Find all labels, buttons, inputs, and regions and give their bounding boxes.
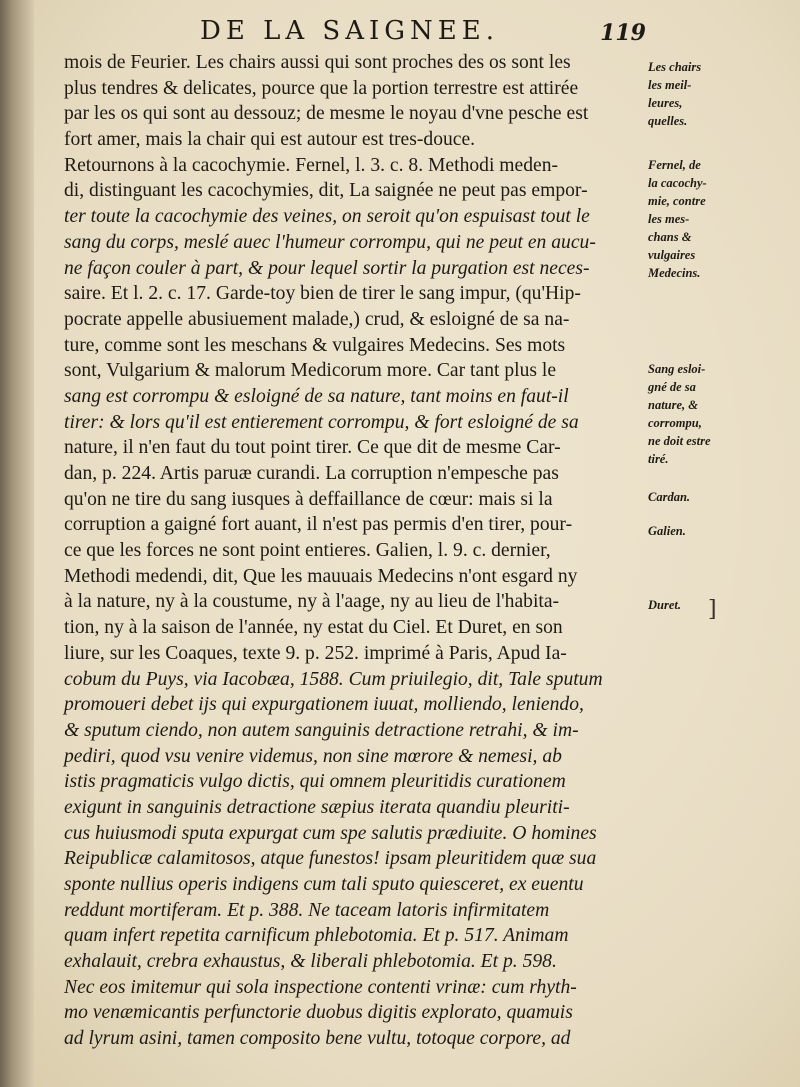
running-title: DE LA SAIGNEE. xyxy=(200,16,499,46)
text-line: sponte nullius operis indigens cum tali sputo quiesceret, ex euentu xyxy=(64,874,584,895)
text-line: saire. Et l. 2. c. 17. Garde-toy bien de tirer le sang impur, (qu'Hip- xyxy=(64,283,581,305)
text-line: tirer: & lors qu'il est entierement corrompu, & fort esloigné de sa xyxy=(64,411,579,433)
margin-note-line: tiré. xyxy=(648,452,669,466)
text-line: nature, il n'en faut du tout point tirer. Ce que dit de mesme Car- xyxy=(64,437,561,459)
text-line: Retournons à la cacochymie. Fernel, l. 3. c. 8. Methodi meden- xyxy=(64,154,559,176)
text-line: promoueri debet ijs qui expurgationem iuuat, molliendo, leniendo, xyxy=(64,694,584,716)
text-line: sang du corps, meslé auec l'humeur corrompu, qui ne peut en aucu- xyxy=(64,231,596,253)
text-line: cobum du Puys, via Iacobæa, 1588. Cum priuilegio, dit, Tale sputum xyxy=(64,668,603,690)
margin-note-line: Medecins. xyxy=(648,266,701,280)
margin-note-line: leures, xyxy=(648,96,683,110)
text-line: pediri, quod vsu venire videmus, non sine mœrore & nemesi, ab xyxy=(64,745,562,767)
margin-note-line: Galien. xyxy=(648,524,686,538)
margin-note xyxy=(648,596,788,614)
text-line: istis pragmaticis vulgo dictis, qui omnem pleuritidis curationem xyxy=(64,771,566,793)
text-line: ad lyrum asini, tamen composito bene vultu, totoque corpore, ad xyxy=(64,1028,571,1050)
text-line: exigunt in sanguinis detractione sæpius iterata quandiu pleuriti- xyxy=(64,796,570,818)
page-number: 119 xyxy=(600,20,646,46)
text-line: mo venæmicantis perfunctorie duobus digitis explorato, quamuis xyxy=(64,1002,573,1024)
text-line: qu'on ne tire du sang iusques à deffaillance de cœur: mais si la xyxy=(64,488,553,510)
text-line: & sputum ciendo, non autem sanguinis detractione retrahi, & im- xyxy=(64,719,579,741)
text-line: exhalauit, crebra exhaustus, & liberali phlebotomia. Et p. 598. xyxy=(64,951,557,973)
text-line: Reipublicæ calamitosos, atque funestos! ipsam pleuritidem quæ sua xyxy=(64,848,597,870)
text-line: sang est corrompu & esloigné de sa nature, tant moins en faut-il xyxy=(64,385,569,407)
margin-note-line: ne doit estre xyxy=(648,434,711,448)
margin-note-line: Sang esloi- xyxy=(648,362,706,376)
main-text-block xyxy=(64,50,640,1052)
margin-note xyxy=(648,156,788,282)
margin-note-line: Duret. xyxy=(648,598,681,612)
text-line: plus tendres & delicates, pource que la portion terrestre est attirée xyxy=(64,77,579,99)
margin-note-line: Cardan. xyxy=(648,490,691,504)
text-line: sont, Vulgarium & malorum Medicorum more. Car tant plus le xyxy=(64,360,557,382)
text-line: par les os qui sont au dessouz; de mesme le noyau d'vne pesche est xyxy=(64,103,589,125)
text-line: pocrate appelle abusiuement malade,) crud, & esloigné de sa na- xyxy=(64,308,570,330)
text-line: reddunt mortiferam. Et p. 388. Ne taceam latoris infirmitatem xyxy=(64,899,550,921)
text-line: liure, sur les Coaques, texte 9. p. 252. imprimé à Paris, Apud Ia- xyxy=(64,642,567,664)
text-line: fort amer, mais la chair qui est autour est tres-douce. xyxy=(64,129,476,151)
margin-note-line: nature, & xyxy=(648,398,699,412)
margin-note xyxy=(648,360,788,468)
text-line: di, distinguant les cacochymies, dit, La saignée ne peut pas empor- xyxy=(64,180,588,202)
text-line: quam infert repetita carnificum phlebotomia. Et p. 517. Animam xyxy=(64,925,569,947)
margin-note-line: chans & xyxy=(648,230,692,244)
margin-note xyxy=(648,58,788,130)
margin-note-line: gné de sa xyxy=(648,380,696,394)
margin-note-line: les meil- xyxy=(648,78,692,92)
text-line: Methodi medendi, dit, Que les mauuais Medecins n'ont esgard ny xyxy=(64,565,578,587)
text-line: mois de Feurier. Les chairs aussi qui sont proches des os sont les xyxy=(64,52,571,73)
text-line: ce que les forces ne sont point entieres. Galien, l. 9. c. dernier, xyxy=(64,540,551,562)
margin-note-line: la cacochy- xyxy=(648,176,707,190)
text-line: ne façon couler à part, & pour lequel sortir la purgation est neces- xyxy=(64,257,590,279)
margin-note-line: Les chairs xyxy=(648,60,702,74)
margin-note-line: les mes- xyxy=(648,212,690,226)
margin-note xyxy=(648,522,788,540)
text-line: à la nature, ny à la coustume, ny à l'aage, ny au lieu de l'habita- xyxy=(64,591,560,613)
margin-note-line: corrompu, xyxy=(648,416,702,430)
text-line: corruption a gaigné fort auant, il n'est pas permis d'en tirer, pour- xyxy=(64,514,573,536)
text-line: dan, p. 224. Artis paruæ curandi. La corruption n'empesche pas xyxy=(64,463,559,484)
margin-note-line: mie, contre xyxy=(648,194,706,208)
page-gutter-shadow xyxy=(0,0,34,1087)
text-line: ture, comme sont les meschans & vulgaires Medecins. Ses mots xyxy=(64,334,566,356)
margin-note-line: quelles. xyxy=(648,114,688,128)
text-line: ter toute la cacochymie des veines, on seroit qu'on espuisast tout le xyxy=(64,206,590,228)
text-line: tion, ny à la saison de l'année, ny estat du Ciel. Et Duret, en son xyxy=(64,617,563,639)
margin-note-line: Fernel, de xyxy=(648,158,701,172)
text-line: cus huiusmodi sputa expurgat cum spe salutis prædiuite. O homines xyxy=(64,822,597,844)
text-line: Nec eos imitemur qui sola inspectione contenti vrinæ: cum rhyth- xyxy=(64,976,577,998)
margin-note xyxy=(648,488,788,506)
margin-note-line: vulgaires xyxy=(648,248,696,262)
bracket-mark: ] xyxy=(708,597,717,622)
